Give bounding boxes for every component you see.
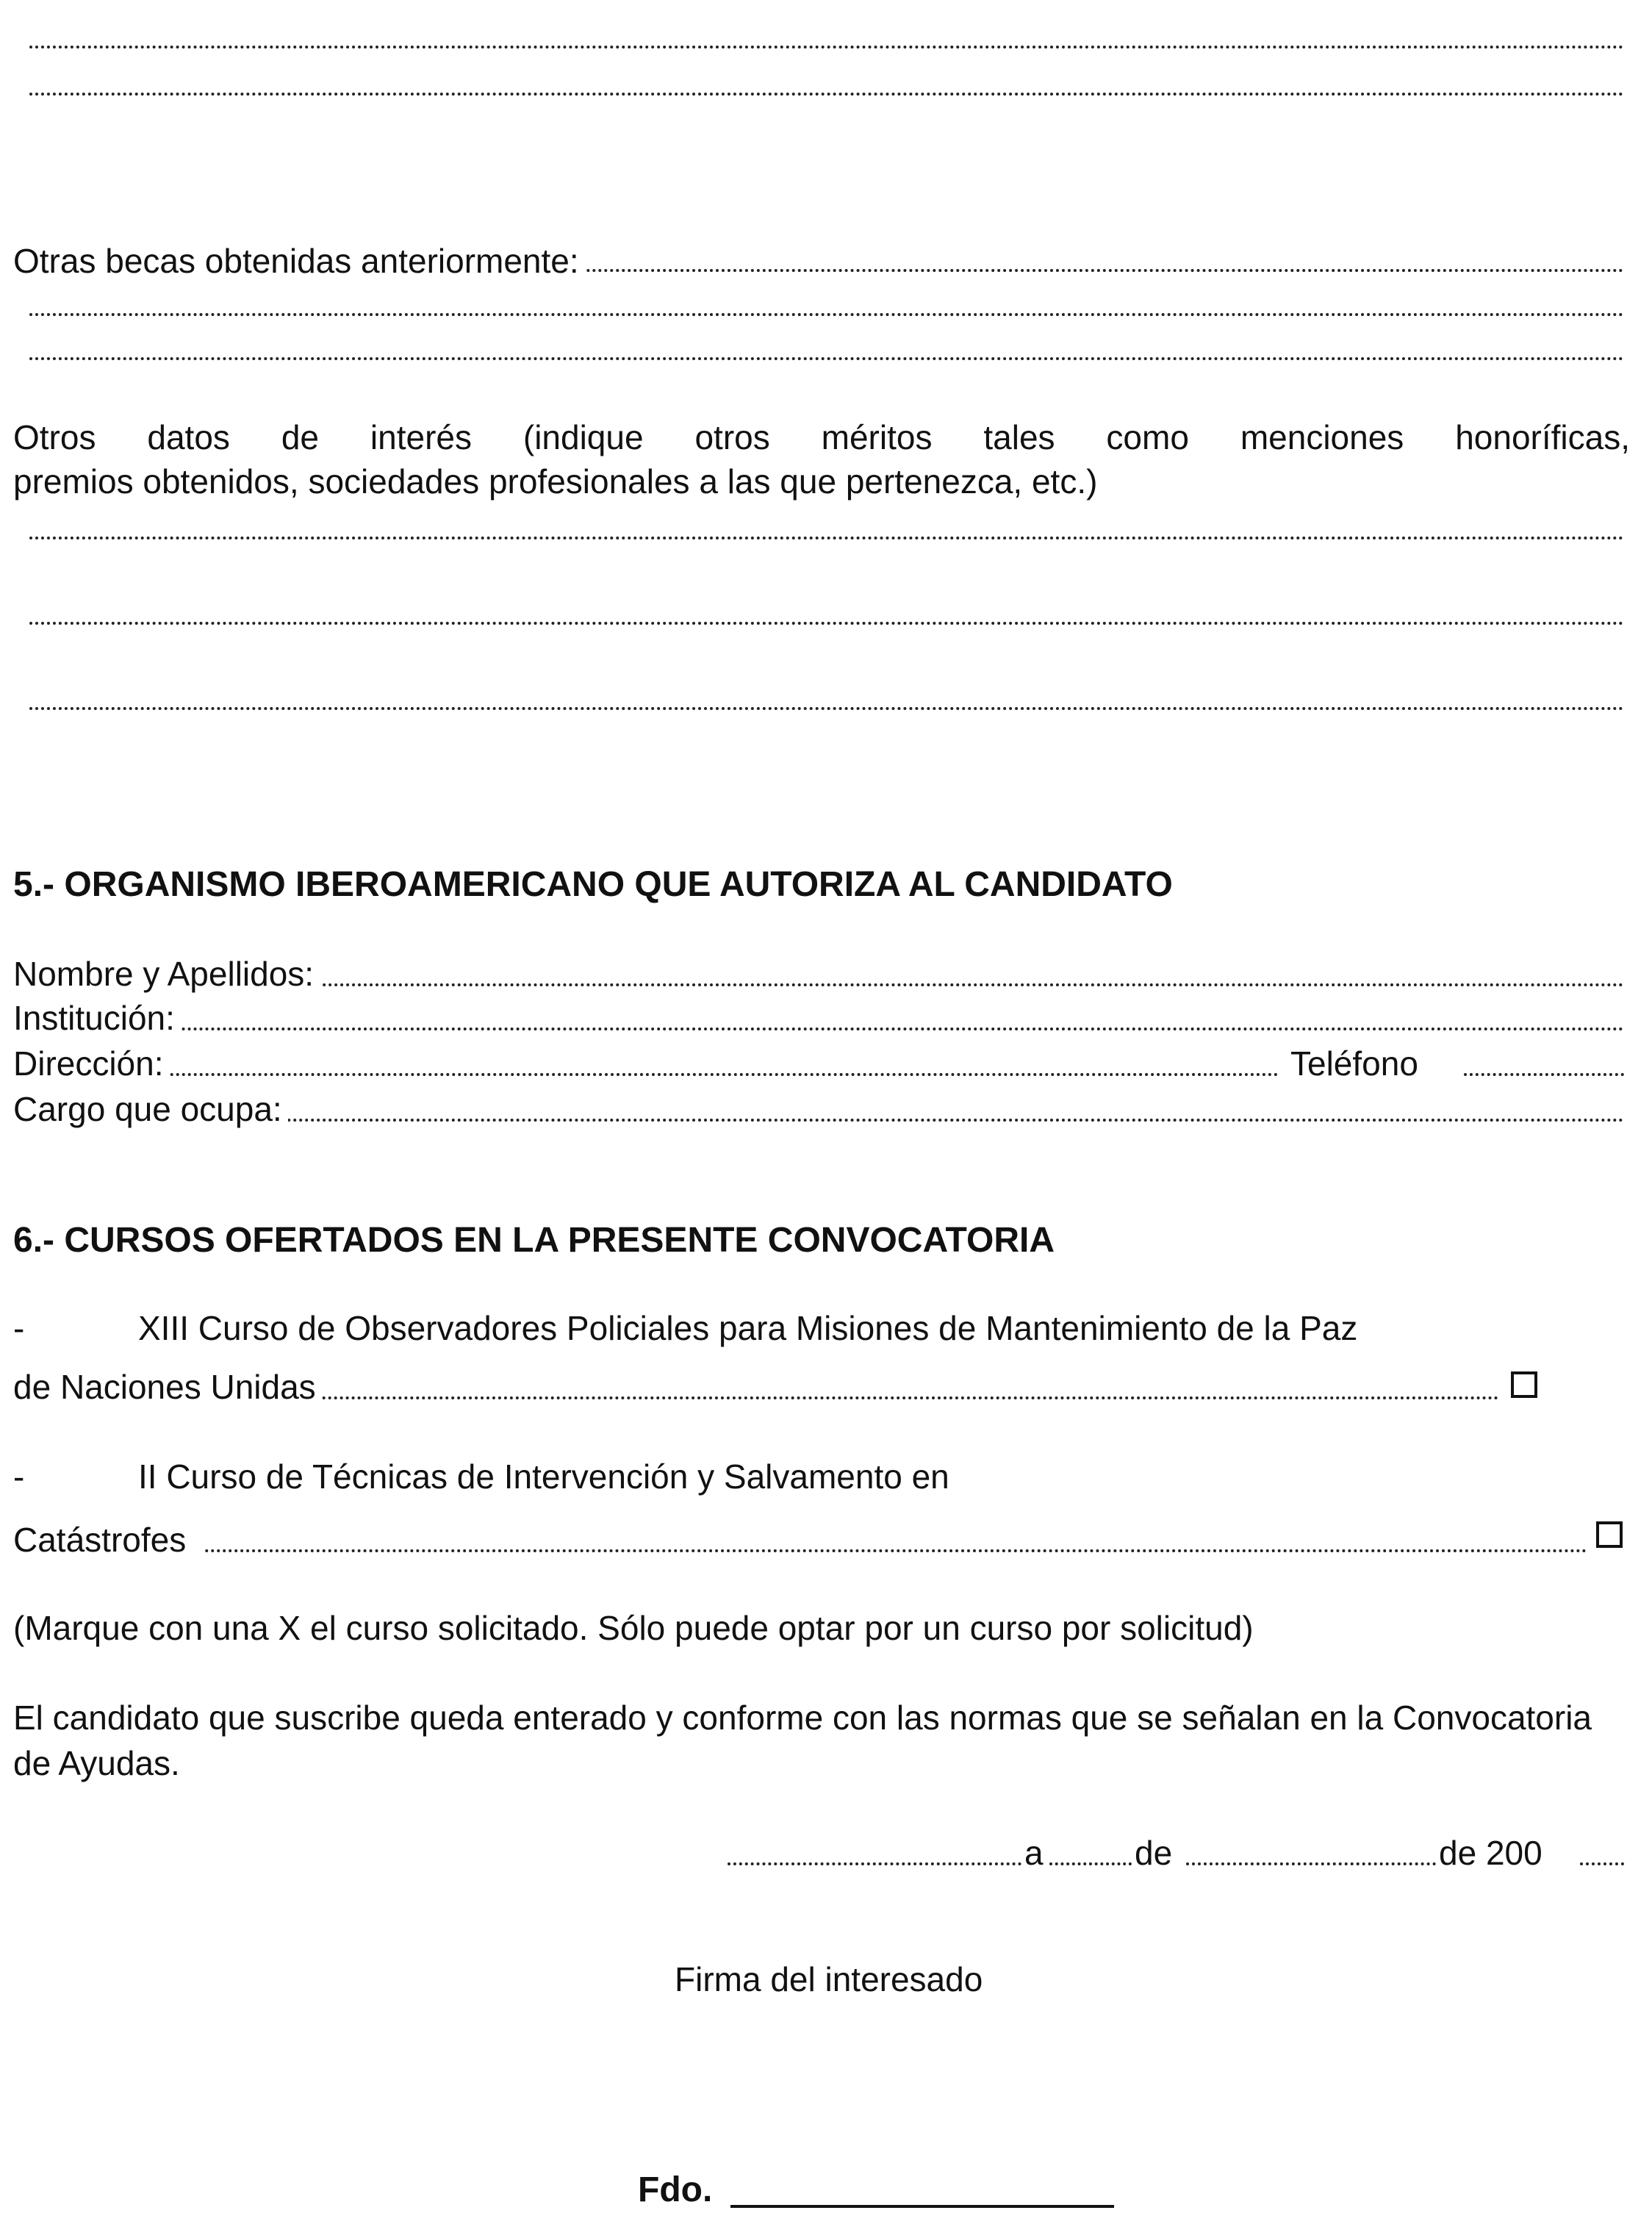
course-2-fill — [29, 1549, 1587, 1552]
course-1-title-line2: de Naciones Unidas — [13, 1367, 322, 1407]
course-2-title-line1: II Curso de Técnicas de Intervención y Salvamento en — [138, 1457, 949, 1496]
other-data-line-1: Otros datos de interés (indique otros méritos tales como menciones honoríficas, — [13, 418, 1630, 456]
course-instruction: (Marque con una X el curso solicitado. Sólo puede optar por un curso por solicitud) — [13, 1609, 1254, 1647]
section6-title: 6.- CURSOS OFERTADOS EN LA PRESENTE CONVOCATORIA — [13, 1221, 1055, 1260]
course-2-checkbox[interactable] — [1596, 1521, 1623, 1548]
fill-line-top-2[interactable] — [29, 93, 1624, 96]
other-data-line-2: premios obtenidos, sociedades profesionales a las que pertenezca, etc.) — [13, 462, 1098, 501]
signature-label: Firma del interesado — [675, 1960, 983, 1998]
institution-label: Institución: — [13, 998, 181, 1038]
other-data-fill-2[interactable] — [29, 622, 1624, 625]
fdo-label: Fdo. — [638, 2170, 713, 2209]
fdo-signature-line[interactable] — [730, 2205, 1114, 2208]
fill-line-top-1[interactable] — [29, 46, 1624, 49]
institution-fill[interactable] — [29, 1027, 1624, 1030]
other-grants-fill-2[interactable] — [29, 313, 1624, 316]
date-de-2: de 200 — [1439, 1834, 1543, 1872]
date-year-fill[interactable] — [1580, 1862, 1624, 1865]
section5-title: 5.- ORGANISMO IBEROAMERICANO QUE AUTORIZA AL CANDIDATO — [13, 865, 1173, 904]
other-data-fill-1[interactable] — [29, 537, 1624, 539]
date-month-fill[interactable] — [1186, 1862, 1436, 1865]
course-2-dash: - — [13, 1457, 25, 1496]
address-fill[interactable] — [29, 1073, 1279, 1076]
date-day-fill[interactable] — [1049, 1862, 1132, 1865]
other-data-fill-3[interactable] — [29, 707, 1624, 710]
other-grants-label: Otras becas obtenidas anteriormente: — [13, 241, 585, 281]
date-place-fill[interactable] — [728, 1862, 1021, 1865]
course-1-checkbox[interactable] — [1511, 1371, 1537, 1398]
course-1-title-line1: XIII Curso de Observadores Policiales para Misiones de Mantenimiento de la Paz — [138, 1309, 1358, 1347]
course-1-dash: - — [13, 1309, 25, 1347]
position-label: Cargo que ocupa: — [13, 1089, 288, 1129]
course-2-title-line2: Catástrofes — [13, 1520, 205, 1560]
date-a: a — [1024, 1834, 1044, 1872]
address-label: Dirección: — [13, 1044, 170, 1083]
phone-fill[interactable] — [1464, 1073, 1624, 1076]
date-de-1: de — [1135, 1834, 1173, 1872]
other-grants-fill-3[interactable] — [29, 357, 1624, 360]
phone-label: Teléfono — [1288, 1044, 1424, 1083]
name-label: Nombre y Apellidos: — [13, 954, 320, 994]
agreement-text: El candidato que suscribe queda enterado y conforme con las normas que se señalan en la Convocatoria de Ayudas. — [13, 1699, 1592, 1782]
